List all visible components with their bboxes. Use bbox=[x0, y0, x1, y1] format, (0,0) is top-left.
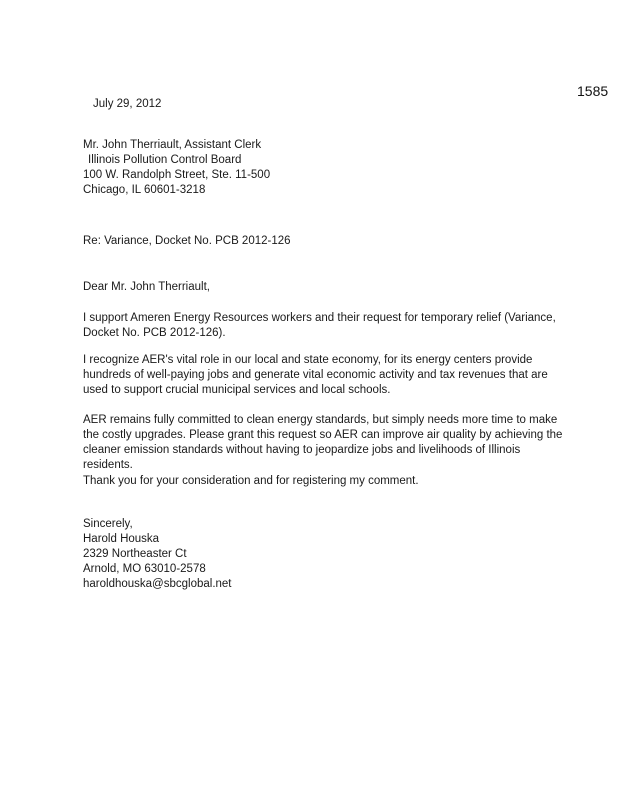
body-paragraph: I support Ameren Energy Resources workers and their request for temporary relief (Variance, Docket No. PCB 2012-126). bbox=[83, 312, 556, 339]
salutation: Dear Mr. John Therriault, bbox=[83, 281, 210, 293]
signature-block bbox=[83, 517, 232, 592]
closing-word: Sincerely, bbox=[83, 518, 133, 530]
recipient-city: Chicago, IL 60601-3218 bbox=[83, 184, 206, 196]
sender-city: Arnold, MO 63010-2578 bbox=[83, 563, 206, 575]
body-paragraph: I recognize AER's vital role in our local and state economy, for its energy centers provide hundreds of well-paying jobs and generate vital economic activity and tax revenues that are used to support crucial municipal services and local schools. bbox=[83, 354, 548, 396]
recipient-name: Mr. John Therriault, Assistant Clerk bbox=[83, 139, 262, 151]
closing-paragraph: Thank you for your consideration and for registering my comment. bbox=[83, 475, 419, 487]
recipient-address-block bbox=[83, 138, 270, 198]
sender-email: haroldhouska@sbcglobal.net bbox=[83, 578, 232, 590]
letter-date: July 29, 2012 bbox=[93, 98, 162, 110]
body-paragraph: AER remains fully committed to clean energy standards, but simply needs more time to make the costly upgrades. Please grant this request so AER can improve air quality by achieving the cleaner emission standards without having to jeopardize jobs and livelihoods of Illinois residents. bbox=[83, 414, 563, 471]
recipient-street: 100 W. Randolph Street, Ste. 11-500 bbox=[83, 169, 271, 181]
sender-street: 2329 Northeaster Ct bbox=[83, 548, 187, 560]
re-line: Re: Variance, Docket No. PCB 2012-126 bbox=[83, 235, 291, 247]
sender-name: Harold Houska bbox=[83, 533, 160, 545]
recipient-organization: Illinois Pollution Control Board bbox=[88, 154, 242, 166]
page-number: 1585 bbox=[577, 83, 609, 99]
